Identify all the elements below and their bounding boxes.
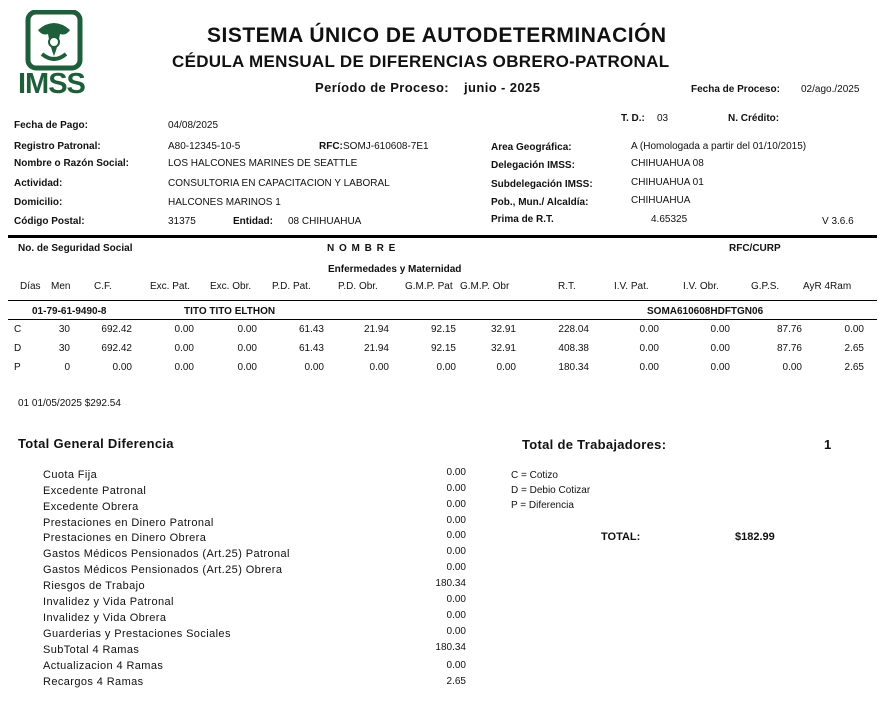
header-divider [8,235,877,238]
name-value: LOS HALCONES MARINES DE SEATTLE [168,158,358,169]
totals-item-label: Cuota Fija [43,469,98,481]
postal-value: 31375 [168,216,196,227]
worker-rfc: SOMA610608HDFTGN06 [647,306,764,317]
totals-item-label: Invalidez y Vida Obrera [43,612,167,624]
totals-item-value: 0.00 [446,660,466,671]
totals-item-label: Excedente Obrera [43,501,139,513]
enfermedades-header: Enfermedades y Maternidad [328,264,462,275]
col-pd-pat: P.D. Pat. [272,281,311,292]
col-cf: C.F. [94,281,112,292]
table-header-divider [8,300,877,301]
imss-logo-text: IMSS [18,68,85,100]
col-ayr: AyR 4Ram [803,281,852,292]
cell-pd-pat: 0.00 [304,362,324,373]
legend-diferencia: P = Diferencia [511,500,574,511]
totals-item-value: 0.00 [446,626,466,637]
totals-item-value: 0.00 [446,499,466,510]
worker-name: TITO TITO ELTHON [184,306,276,317]
col-exc-pat: Exc. Pat. [150,281,191,292]
workers-total-label: Total de Trabajadores: [522,437,667,452]
cell-ayr: 2.65 [844,343,864,354]
area-label: Area Geográfica: [491,142,572,153]
movement-note: 01 01/05/2025 $292.54 [18,398,121,409]
area-value: A (Homologada a partir del 01/10/2015) [631,141,807,152]
totals-item-label: Gastos Médicos Pensionados (Art.25) Obrera [43,564,283,576]
worker-nss: 01-79-61-9490-8 [32,306,107,317]
name-header: N O M B R E [327,243,397,254]
totals-title: Total General Diferencia [18,436,174,451]
cell-ayr: 2.65 [844,362,864,373]
cell-gmp-obr: 0.00 [496,362,516,373]
postal-label: Código Postal: [14,216,85,227]
totals-item-label: Excedente Patronal [43,485,147,497]
totals-item-value: 0.00 [446,562,466,573]
imss-eagle-icon [14,10,94,72]
grand-total-label: TOTAL: [601,531,641,543]
municipality-label: Pob., Mun./ Alcaldía: [491,197,589,208]
td-label: T. D.: [621,113,645,124]
prima-value: 4.65325 [651,214,688,225]
col-gmp-obr: G.M.P. Obr [460,281,510,292]
workers-total-value: 1 [824,437,832,452]
cell-dias: 30 [58,343,70,354]
col-iv-obr: I.V. Obr. [683,281,719,292]
cell-exc-pat: 0.00 [174,324,194,335]
legend-debio-cotizar: D = Debio Cotizar [511,485,591,496]
cell-dias: 30 [58,324,70,335]
col-pd-obr: P.D. Obr. [338,281,378,292]
col-iv-pat: I.V. Pat. [614,281,649,292]
domicile-label: Domicilio: [14,197,63,208]
imss-logo [14,10,94,98]
process-date-value: 02/ago./2025 [801,84,860,95]
totals-item-label: Riesgos de Trabajo [43,580,145,592]
version-label: V 3.6.6 [822,216,854,227]
totals-item-value: 2.65 [446,676,466,687]
col-gps: G.P.S. [751,281,780,292]
totals-item-value: 0.00 [446,467,466,478]
cell-code: P [14,362,21,373]
cell-exc-obr: 0.00 [237,343,257,354]
registro-label: Registro Patronal: [14,141,101,152]
cell-gps: 0.00 [782,362,802,373]
period-label: Período de Proceso: [315,80,450,95]
cell-code: D [14,343,22,354]
rfc-label: RFC: [319,141,343,152]
subdelegation-label: Subdelegación IMSS: [491,179,593,190]
col-rt: R.T. [558,281,576,292]
totals-item-label: Gastos Médicos Pensionados (Art.25) Patronal [43,548,290,560]
cell-iv-pat: 0.00 [639,324,659,335]
cell-cf: 692.42 [101,324,132,335]
credit-label: N. Crédito: [728,113,780,124]
totals-item-label: Recargos 4 Ramas [43,676,144,688]
subdelegation-value: CHIHUAHUA 01 [631,177,704,188]
totals-item-label: Guarderias y Prestaciones Sociales [43,628,231,640]
cell-gmp-pat: 0.00 [436,362,456,373]
cell-pd-obr: 21.94 [363,343,389,354]
totals-item-label: Prestaciones en Dinero Patronal [43,517,214,529]
col-exc-obr: Exc. Obr. [210,281,252,292]
totals-item-value: 0.00 [446,483,466,494]
cell-pd-pat: 61.43 [298,324,324,335]
activity-value: CONSULTORIA EN CAPACITACION Y LABORAL [168,178,390,189]
cell-rt: 180.34 [558,362,589,373]
cell-pd-obr: 21.94 [363,324,389,335]
activity-label: Actividad: [14,178,63,189]
cell-cf: 0.00 [112,362,132,373]
cell-cf: 692.42 [101,343,132,354]
cell-iv-obr: 0.00 [710,343,730,354]
prima-label: Prima de R.T. [491,214,554,225]
rfc-value: SOMJ-610608-7E1 [343,141,429,152]
totals-item-value: 0.00 [446,530,466,541]
col-gmp-pat: G.M.P. Pat [405,281,453,292]
totals-item-label: SubTotal 4 Ramas [43,644,140,656]
report-title: SISTEMA ÚNICO DE AUTODETERMINACIÓN [207,24,667,47]
cell-pd-pat: 61.43 [298,343,324,354]
col-men: Men [51,281,71,292]
municipality-value: CHIHUAHUA [631,195,691,206]
totals-item-label: Actualizacion 4 Ramas [43,660,164,672]
cell-pd-obr: 0.00 [369,362,389,373]
cell-gmp-obr: 32.91 [490,343,516,354]
cell-exc-obr: 0.00 [237,362,257,373]
totals-item-value: 180.34 [435,578,466,589]
totals-item-value: 0.00 [446,546,466,557]
legend-cotizo: C = Cotizo [511,470,558,481]
rfc-header: RFC/CURP [729,243,781,254]
delegation-label: Delegación IMSS: [491,160,575,171]
delegation-value: CHIHUAHUA 08 [631,158,704,169]
cell-exc-pat: 0.00 [174,343,194,354]
col-dias: Días [20,281,41,292]
cell-ayr: 0.00 [844,324,864,335]
totals-item-label: Invalidez y Vida Patronal [43,596,174,608]
cell-gmp-obr: 32.91 [490,324,516,335]
payment-date-label: Fecha de Pago: [14,120,88,131]
nss-header: No. de Seguridad Social [18,243,133,254]
worker-divider [8,319,877,320]
entity-value: 08 CHIHUAHUA [288,216,362,227]
cell-rt: 408.38 [558,343,589,354]
totals-item-value: 0.00 [446,594,466,605]
period-value: junio - 2025 [464,80,541,95]
cell-iv-obr: 0.00 [710,362,730,373]
cell-exc-obr: 0.00 [237,324,257,335]
cell-dias: 0 [64,362,70,373]
cell-iv-pat: 0.00 [639,343,659,354]
registro-value: A80-12345-10-5 [168,141,241,152]
totals-item-label: Prestaciones en Dinero Obrera [43,532,207,544]
grand-total-value: $182.99 [735,531,775,543]
cell-iv-pat: 0.00 [639,362,659,373]
cell-gmp-pat: 92.15 [430,324,456,335]
cell-iv-obr: 0.00 [710,324,730,335]
td-value: 03 [657,113,669,124]
report-subtitle: CÉDULA MENSUAL DE DIFERENCIAS OBRERO-PATRONAL [172,52,670,71]
cell-gps: 87.76 [776,343,802,354]
entity-label: Entidad: [233,216,273,227]
cell-rt: 228.04 [558,324,589,335]
totals-item-value: 0.00 [446,515,466,526]
domicile-value: HALCONES MARINOS 1 [168,197,281,208]
cell-gps: 87.76 [776,324,802,335]
cell-exc-pat: 0.00 [174,362,194,373]
name-label: Nombre o Razón Social: [14,158,130,169]
process-date-label: Fecha de Proceso: [691,84,780,95]
totals-item-value: 0.00 [446,610,466,621]
cell-code: C [14,324,22,335]
payment-date-value: 04/08/2025 [168,120,219,131]
totals-item-value: 180.34 [435,642,466,653]
cell-gmp-pat: 92.15 [430,343,456,354]
